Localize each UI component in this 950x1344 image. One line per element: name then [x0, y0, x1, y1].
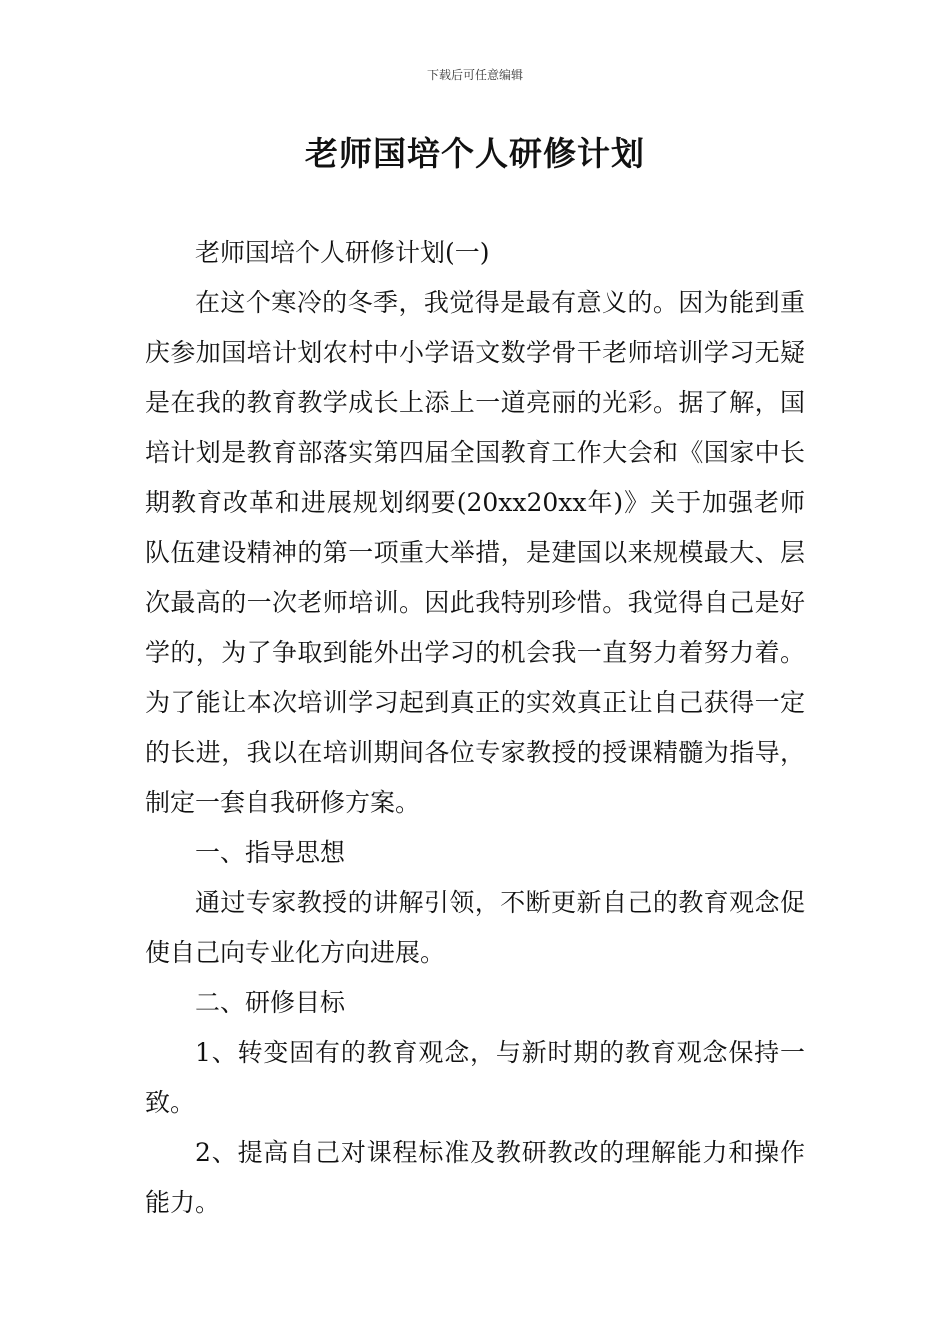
goal-item-1: 1、转变固有的教育观念，与新时期的教育观念保持一致。: [145, 1038, 805, 1117]
goal-item-2: 2、提高自己对课程标准及教研教改的理解能力和操作能力。: [145, 1138, 805, 1217]
section-subtitle: 老师国培个人研修计划(一): [195, 238, 490, 267]
intro-paragraph: 在这个寒冷的冬季，我觉得是最有意义的。因为能到重庆参加国培计划农村中小学语文数学骨干老师培训学习无疑是在我的教育教学成长上添上一道亮丽的光彩。据了解，国培计划是教育部落实第四届全国教育工作大会和《国家中长期教育改革和进展规划纲要(20xx20xx年)》关于加强老师队伍建设精神的第一项重大举措，是建国以来规模最大、层次最高的一次老师培训。因此我特别珍惜。我觉得自己是好学的，为了争取到能外出学习的机会我一直努力着努力着。为了能让本次培训学习起到真正的实效真正让自己获得一定的长进，我以在培训期间各位专家教授的授课精髓为指导，制定一套自我研修方案。: [145, 288, 805, 817]
guiding-thought-paragraph: 通过专家教授的讲解引领，不断更新自己的教育观念促使自己向专业化方向进展。: [145, 888, 805, 967]
section-heading-guiding-thought: 一、指导思想: [195, 838, 346, 867]
section-heading-goals: 二、研修目标: [195, 988, 346, 1017]
page-header-note: 下载后可任意编辑: [426, 68, 523, 82]
document-title: 老师国培个人研修计划: [305, 134, 645, 173]
document-body: [145, 228, 805, 1228]
